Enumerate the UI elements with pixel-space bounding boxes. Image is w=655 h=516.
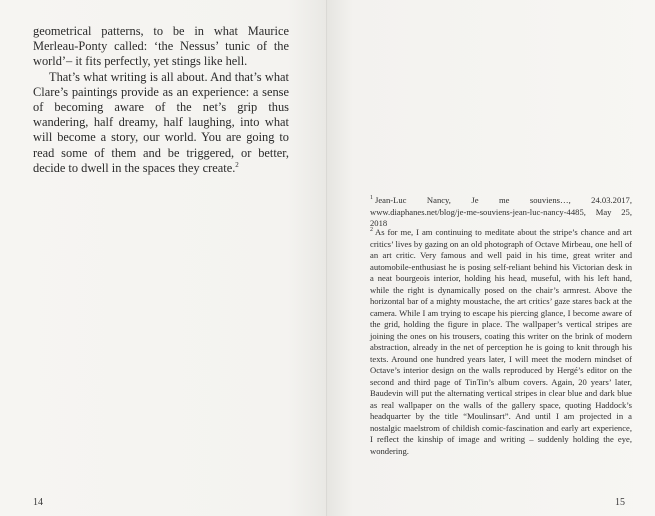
right-page (327, 0, 655, 516)
paragraph-2 (33, 70, 289, 176)
body-text (33, 24, 289, 176)
footnote-2-text: As for me, I am continuing to meditate about the stripe’s chance and art critics’ lives by gazing on an old photograph of Octave Mirbeau, one hell of an art critic. Very famous and well paid in his time, great writer and automobile-enthusiast he is posing self-reliant behind his Victorian desk in a neat bourgeois interior, holding his head, museful, with his left hand, while the right is dynamically posed on the chair’s armrest. Above the horizontal bar of a mighty moustache, the art critics’ gaze stares back at the camera. While I am trying to escape his piercing glance, I become aware of the grid, holding the figure in place. The wallpaper’s vertical stripes are joining the ones on his trousers, coating this writer on the brink of modern abstraction, already in the net of perception he is going to knit through his texts. Around one hundred years later, I will meet the modern mindset of Octave’s interior design on the walls reproduced by Hergé’s editor on the second and third page of TinTin’s album covers. Again, 20 years’ later, Baudevin will put the alternating vertical stripes in clear blue and dark blue as real wallpaper on the walls of the gallery space, quoting Haddock’s headquarter by the title “Moulinsart”. And until I am projected in a nostalgic maelstrom of childish comic-fascination and early art experience, I reflect the kinship of image and writing – suddenly holding the eye, wondering. (370, 227, 632, 456)
paragraph-1: geometrical patterns, to be in what Maurice Merleau-Ponty called: ‘the Nessus’ tunic of the world’– it fits perfectly, yet stings like hell. (33, 24, 289, 69)
footnote-reference-2[interactable]: 2 (235, 160, 239, 169)
footnote-1-number: 1 (370, 195, 373, 202)
paragraph-2-text: That’s what writing is all about. And that’s what Clare’s paintings provide as an experience: a sense of becoming aware of the net’s grip thus wandering, half dreamy, half laughing, into what will become a story, our world. You are going to read some of them and be triggered, or better, decide to dwell in the spaces they create. (33, 69, 289, 175)
page-number-right: 15 (615, 497, 625, 508)
footnote-2 (370, 227, 632, 457)
page-number-left: 14 (33, 497, 43, 508)
footnote-1-text: Jean-Luc Nancy, Je me souviens…, 24.03.2017, www.diaphanes.net/blog/je-me-souviens-jean-luc-nancy-4485, May 25, 2018 (370, 195, 632, 228)
footnote-1 (370, 195, 632, 230)
footnote-2-number: 2 (370, 227, 373, 234)
left-page (0, 0, 327, 516)
